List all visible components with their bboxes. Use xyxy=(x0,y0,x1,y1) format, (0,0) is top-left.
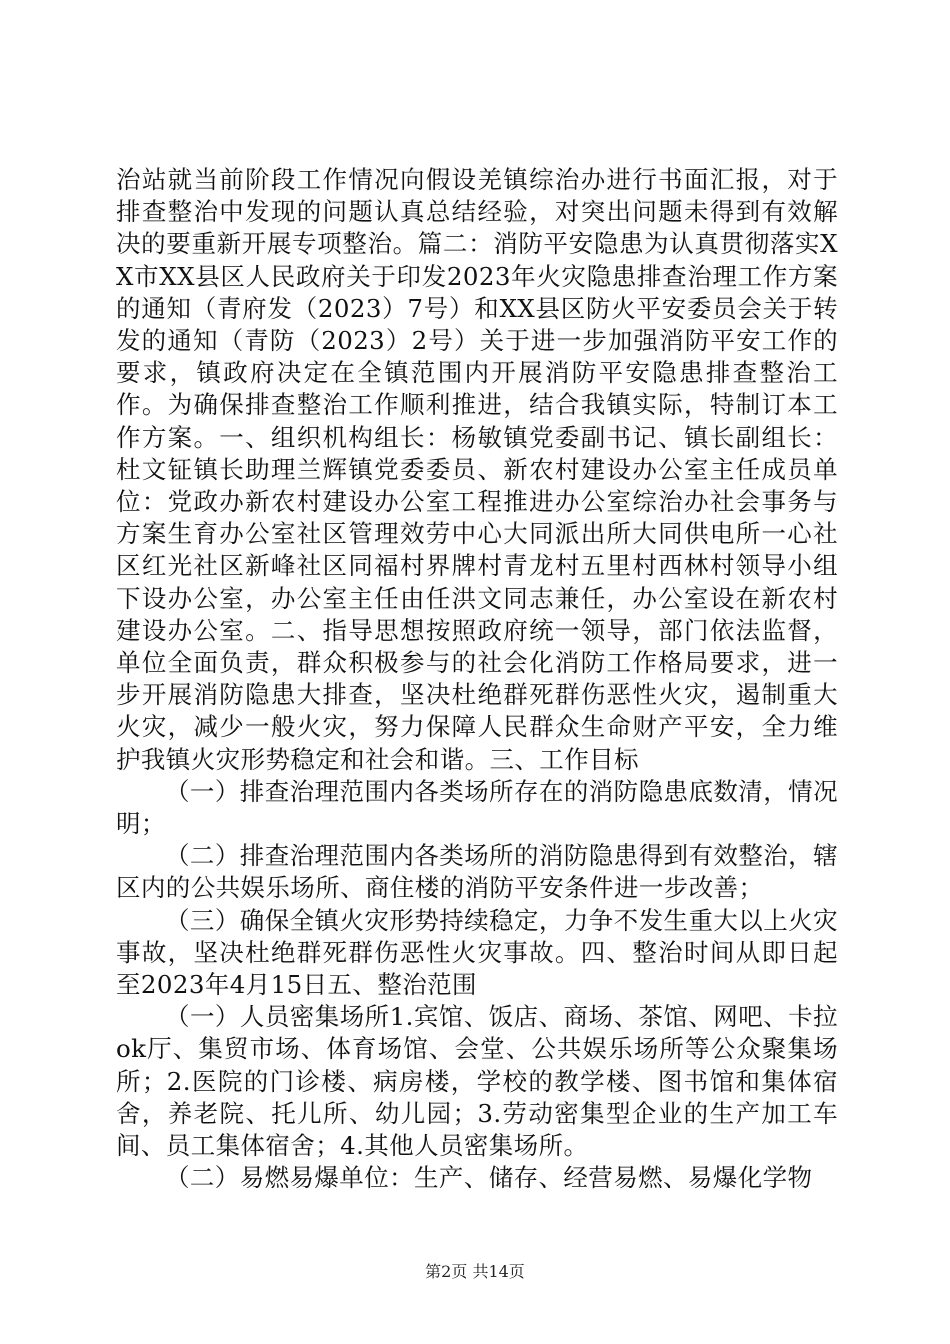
document-body xyxy=(116,164,838,1195)
paragraph: （二）易燃易爆单位：生产、储存、经营易燃、易爆化学物 xyxy=(165,1163,813,1193)
paragraph: （三）确保全镇火灾形势持续稳定，力争不发生重大以上火灾事故，坚决杜绝群死群伤恶性火灾事故。四、整治时间从即日起至2023年4月15日五、整治范围 xyxy=(116,905,838,1000)
paragraph: （一）排查治理范围内各类场所存在的消防隐患底数清，情况明； xyxy=(116,776,838,839)
paragraph: （二）排查治理范围内各类场所的消防隐患得到有效整治，辖区内的公共娱乐场所、商住楼的消防平安条件进一步改善； xyxy=(116,841,838,903)
page-number-footer: 第2页 共14页 xyxy=(425,1262,525,1281)
paragraph: （一）人员密集场所1.宾馆、饭店、商场、茶馆、网吧、卡拉ok厅、集贸市场、体育场馆、会堂、公共娱乐场所等公众聚集场所；2.医院的门诊楼、病房楼，学校的教学楼、图书馆和集体宿舍，养老院、托儿所、幼儿园；3.劳动密集型企业的生产加工车间、员工集体宿舍；4.其他人员密集场所。 xyxy=(116,1002,838,1161)
paragraph: 治站就当前阶段工作情况向假设羌镇综治办进行书面汇报，对于排查整治中发现的问题认真总结经验，对突出问题未得到有效解决的要重新开展专项整治。篇二：消防平安隐患为认真贯彻落实XX市XX县区人民政府关于印发2023年火灾隐患排查治理工作方案的通知（青府发（2023）7号）和XX县区防火平安委员会关于转发的通知（青防（2023）2号）关于进一步加强消防平安工作的要求，镇政府决定在全镇范围内开展消防平安隐患排查整治工作。为确保排查整治工作顺利推进，结合我镇实际，特制订本工作方案。一、组织机构组长：杨敏镇党委副书记、镇长副组长：杜文钲镇长助理兰辉镇党委委员、新农村建设办公室主任成员单位：党政办新农村建设办公室工程推进办公室综治办社会事务与方案生育办公室社区管理效劳中心大同派出所大同供电所一心社区红光社区新峰社区同福村界牌村青龙村五里村西林村领导小组下设办公室，办公室主任由任洪文同志兼任，办公室设在新农村建设办公室。二、指导思想按照政府统一领导，部门依法监督，单位全面负责，群众积极参与的社会化消防工作格局要求，进一步开展消防隐患大排查，坚决杜绝群死群伤恶性火灾，遏制重大火灾，减少一般火灾，努力保障人民群众生命财产平安，全力维护我镇火灾形势稳定和社会和谐。三、工作目标 xyxy=(116,165,838,774)
